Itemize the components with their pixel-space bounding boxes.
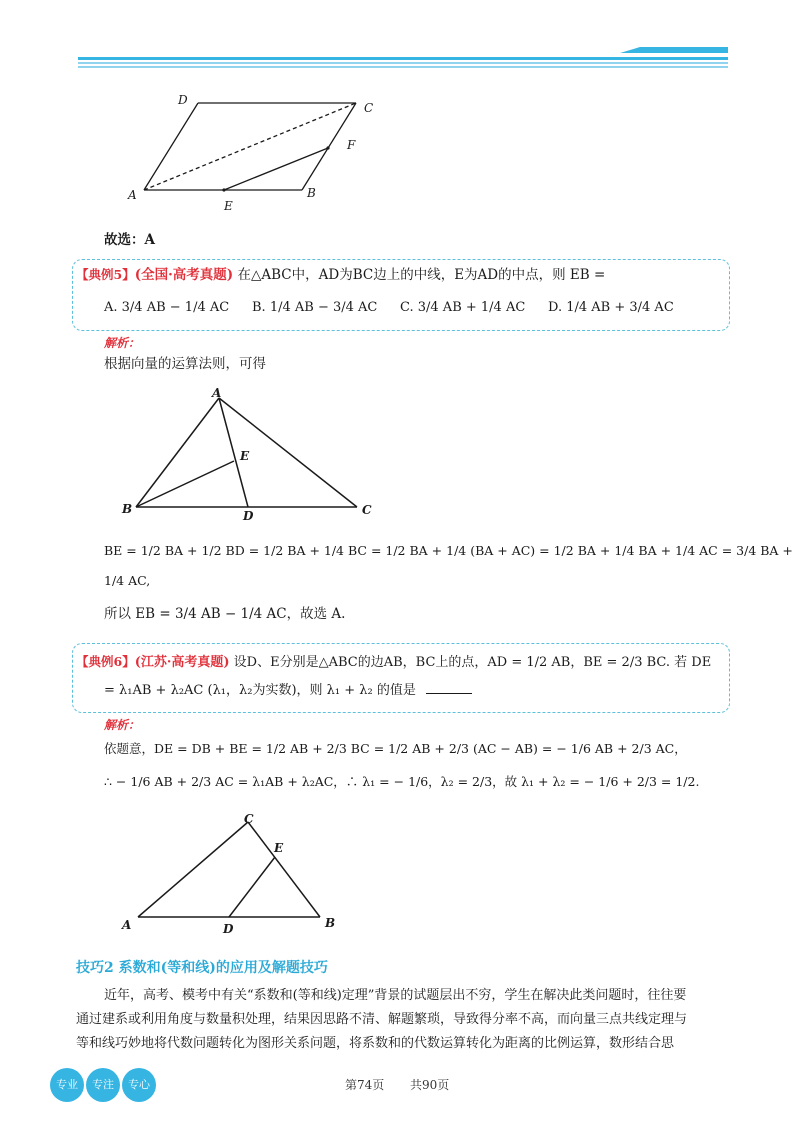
section-title: 技巧2 系数和(等和线)的应用及解题技巧 bbox=[76, 960, 328, 976]
figure-triangle-median bbox=[120, 390, 380, 525]
solution5-conclusion: 所以 EB = 3/4 AB − 1/4 AC，故选 A. bbox=[104, 606, 346, 622]
solution6-line2: ∴ − 1/6 AB + 2/3 AC = λ₁AB + λ₂AC，∴ λ₁ = − 1/6，λ₂ = 2/3，故 λ₁ + λ₂ = − 1/6 + 2/3 = 1/2. bbox=[104, 774, 700, 789]
answer-blank bbox=[426, 693, 472, 694]
fig1-label-D: D bbox=[178, 93, 188, 107]
example5-question: 在△ABC中，AD为BC边上的中线，E为AD的中点，则 EB = bbox=[237, 267, 606, 283]
answer-1: 故选：A bbox=[104, 232, 155, 248]
fig3-label-A: A bbox=[122, 918, 132, 932]
paragraph-line-1: 近年，高考、模考中有关“系数和(等和线)定理”背景的试题层出不穷，学生在解决此类问题时，往往要 bbox=[104, 988, 687, 1003]
footer-badge-2: 专注 bbox=[86, 1068, 120, 1102]
fig1-label-F: F bbox=[347, 138, 356, 152]
fig1-label-E: E bbox=[224, 199, 233, 213]
example5-option-c: C. 3/4 AB + 1/4 AC bbox=[400, 300, 526, 315]
analysis-label-6: 解析： bbox=[104, 718, 141, 732]
solution5-eq2: 1/4 AC, bbox=[104, 573, 151, 588]
paragraph-line-2: 通过建系或利用角度与数量积处理，结果因思路不清、解题繁琐，导致得分率不高，而向量三点共线定理与 bbox=[76, 1012, 688, 1027]
figure-parallelogram bbox=[120, 90, 400, 220]
fig2-label-C: C bbox=[362, 503, 372, 517]
example6-source: (江苏·高考真题) bbox=[134, 655, 230, 670]
solution6-line1: 依题意，DE = DB + BE = 1/2 AB + 2/3 BC = 1/2 AB + 2/3 (AC − AB) = − 1/6 AB + 2/3 AC， bbox=[104, 741, 687, 756]
example6-question1: 设D、E分别是△ABC的边AB，BC上的点，AD = 1/2 AB，BE = 2/3 BC. 若 DE bbox=[233, 655, 712, 670]
fig1-label-B: B bbox=[307, 186, 316, 200]
example5-option-b: B. 1/4 AB − 3/4 AC bbox=[252, 300, 378, 315]
example5-source: (全国·高考真题) bbox=[134, 267, 234, 283]
figure-triangle-de bbox=[130, 810, 350, 930]
fig3-label-C: C bbox=[244, 812, 254, 826]
example6-line1 bbox=[76, 653, 711, 672]
example5-option-d: D. 1/4 AB + 3/4 AC bbox=[548, 300, 674, 315]
solution5-eq1: BE = 1/2 BA + 1/2 BD = 1/2 BA + 1/4 BC = 1/2 BA + 1/4 (BA + AC) = 1/2 BA + 1/4 BA + 1/4 AC = 3/4 BA + bbox=[104, 543, 793, 558]
example6-tag: 【典例6】 bbox=[76, 654, 135, 669]
fig2-label-E: E bbox=[240, 449, 250, 463]
fig3-label-D: D bbox=[223, 922, 234, 936]
analysis-label-5: 解析： bbox=[104, 336, 141, 350]
footer-badge-3: 专心 bbox=[122, 1068, 156, 1102]
example6-line2 bbox=[104, 682, 472, 700]
paragraph-line-3: 等和线巧妙地将代数问题转化为图形关系问题，将系数和的代数运算转化为距离的比例运算，数形结合思 bbox=[76, 1036, 675, 1051]
fig2-label-D: D bbox=[243, 509, 254, 523]
fig3-label-B: B bbox=[325, 916, 336, 930]
page-number: 第74页 bbox=[345, 1078, 385, 1092]
example6-question2: = λ₁AB + λ₂AC (λ₁，λ₂为实数)，则 λ₁ + λ₂ 的值是 bbox=[104, 683, 416, 698]
footer-badge-1: 专业 bbox=[50, 1068, 84, 1102]
example5-header bbox=[76, 266, 605, 284]
fig1-label-A: A bbox=[128, 188, 137, 202]
example5-option-a: A. 3/4 AB − 1/4 AC bbox=[104, 300, 230, 315]
page-total: 共90页 bbox=[410, 1078, 450, 1092]
fig1-label-C: C bbox=[364, 101, 374, 115]
example5-tag: 【典例5】 bbox=[76, 267, 135, 282]
fig3-label-E: E bbox=[274, 841, 284, 855]
header-decoration bbox=[0, 0, 800, 80]
fig2-label-A: A bbox=[212, 386, 222, 400]
fig2-label-B: B bbox=[122, 502, 133, 516]
solution5-intro: 根据向量的运算法则，可得 bbox=[104, 356, 266, 372]
